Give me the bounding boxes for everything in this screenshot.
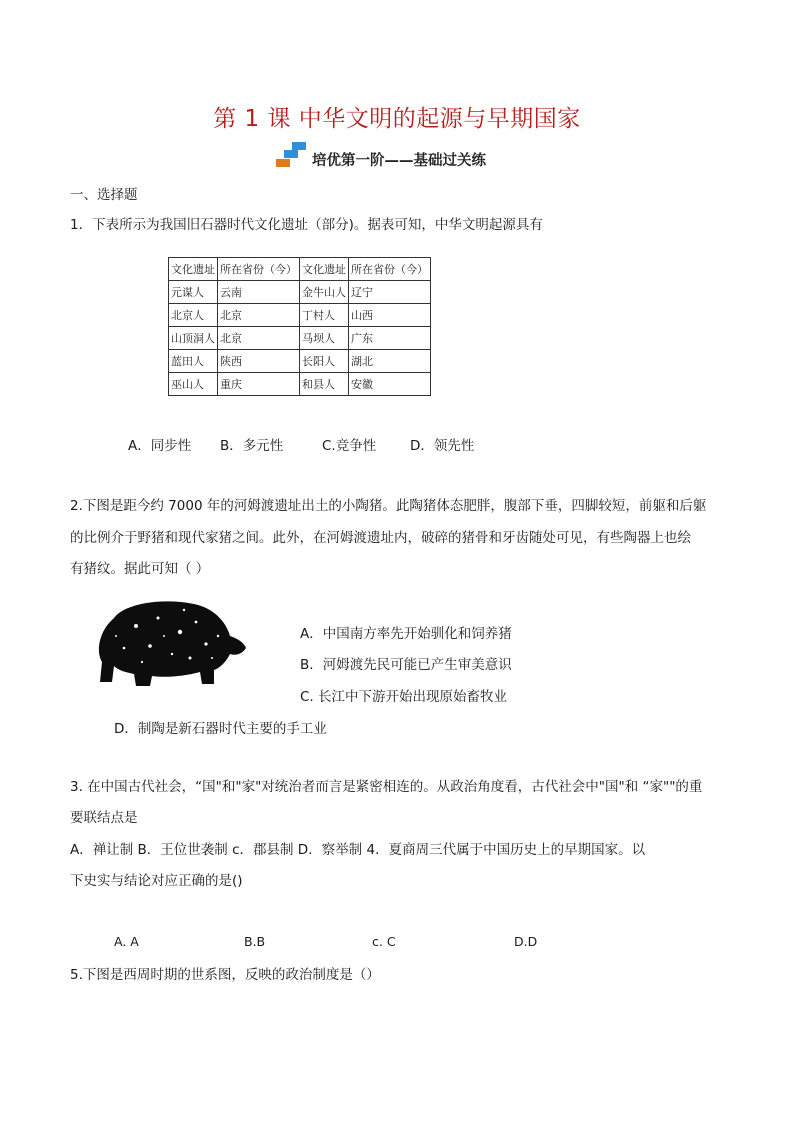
table-cell: 安徽 bbox=[349, 373, 431, 396]
section-heading: 一、选择题 bbox=[70, 187, 138, 203]
table-header: 文化遗址 bbox=[169, 258, 218, 281]
q1-option-a: A．同步性 bbox=[128, 438, 192, 454]
page-title: 第 1 课 中华文明的起源与早期国家 bbox=[213, 106, 581, 132]
q2-option-c: C. 长江中下游开始出现原始畜牧业 bbox=[300, 689, 508, 705]
table-cell: 山西 bbox=[349, 304, 431, 327]
table-row bbox=[169, 373, 431, 396]
table-cell: 丁村人 bbox=[300, 304, 349, 327]
table-cell: 重庆 bbox=[218, 373, 300, 396]
table-cell: 陕西 bbox=[218, 350, 300, 373]
q2-stem-line: 2.下图是距今约 7000 年的河姆渡遗址出土的小陶猪。此陶猪体态肥胖，腹部下垂，四脚较短，前躯和后躯 bbox=[70, 498, 707, 514]
table-cell: 云南 bbox=[218, 281, 300, 304]
table-cell: 蓝田人 bbox=[169, 350, 218, 373]
subtitle: 培优第一阶——基础过关练 bbox=[312, 153, 486, 169]
q2-stem-line: 的比例介于野猪和现代家猪之间。此外，在河姆渡遗址内，破碎的猪骨和牙齿随处可见，有些陶器上也绘 bbox=[70, 530, 691, 546]
table-cell: 金牛山人 bbox=[300, 281, 349, 304]
q4-option-b: B.B bbox=[244, 934, 266, 949]
q1-option-b: B．多元性 bbox=[220, 438, 284, 454]
table-row bbox=[169, 281, 431, 304]
table-row bbox=[169, 327, 431, 350]
q3-stem-line: 要联结点是 bbox=[70, 810, 138, 826]
q4-stem-line: 下史实与结论对应正确的是() bbox=[70, 873, 243, 889]
table-row bbox=[169, 304, 431, 327]
table-cell: 北京 bbox=[218, 304, 300, 327]
table-cell: 辽宁 bbox=[349, 281, 431, 304]
table-cell: 和县人 bbox=[300, 373, 349, 396]
q4-option-c: c. C bbox=[372, 934, 396, 949]
table-header: 所在省份（今） bbox=[349, 258, 431, 281]
table-cell: 马坝人 bbox=[300, 327, 349, 350]
q1-option-d: D．领先性 bbox=[410, 438, 475, 454]
table-cell: 北京 bbox=[218, 327, 300, 350]
table-header: 所在省份（今） bbox=[218, 258, 300, 281]
q3-options-line: A．禅让制 B．王位世袭制 c．郡县制 D．察举制 4．夏商周三代属于中国历史上的早期国家。以 bbox=[70, 842, 646, 858]
q3-stem-line: 3. 在中国古代社会，“国"和"家"对统治者而言是紧密相连的。从政治角度看，古代社会中"国"和 “家""的重 bbox=[70, 779, 703, 795]
table-cell: 湖北 bbox=[349, 350, 431, 373]
q2-stem-line: 有猪纹。据此可知（ ） bbox=[70, 561, 210, 577]
q2-option-a: A．中国南方率先开始驯化和饲养猪 bbox=[300, 626, 512, 642]
table-cell: 长阳人 bbox=[300, 350, 349, 373]
sites-table bbox=[168, 257, 431, 396]
pottery-pig-image bbox=[96, 596, 248, 688]
table-cell: 巫山人 bbox=[169, 373, 218, 396]
table-cell: 北京人 bbox=[169, 304, 218, 327]
table-cell: 山顶洞人 bbox=[169, 327, 218, 350]
table-cell: 广东 bbox=[349, 327, 431, 350]
q4-option-a: A. A bbox=[114, 934, 139, 949]
q1-option-c: C.竞争性 bbox=[322, 438, 377, 454]
stair-blocks-icon bbox=[274, 142, 308, 168]
table-cell: 元谋人 bbox=[169, 281, 218, 304]
table-row bbox=[169, 350, 431, 373]
q2-option-b: B．河姆渡先民可能已产生审美意识 bbox=[300, 657, 512, 673]
q5-stem: 5.下图是西周时期的世系图，反映的政治制度是（） bbox=[70, 967, 380, 983]
table-header-row bbox=[169, 258, 431, 281]
q4-option-d: D.D bbox=[514, 934, 538, 949]
table-header: 文化遗址 bbox=[300, 258, 349, 281]
q2-option-d: D．制陶是新石器时代主要的手工业 bbox=[114, 721, 327, 737]
q1-stem: 1．下表所示为我国旧石器时代文化遗址（部分)。据表可知，中华文明起源具有 bbox=[70, 217, 543, 233]
